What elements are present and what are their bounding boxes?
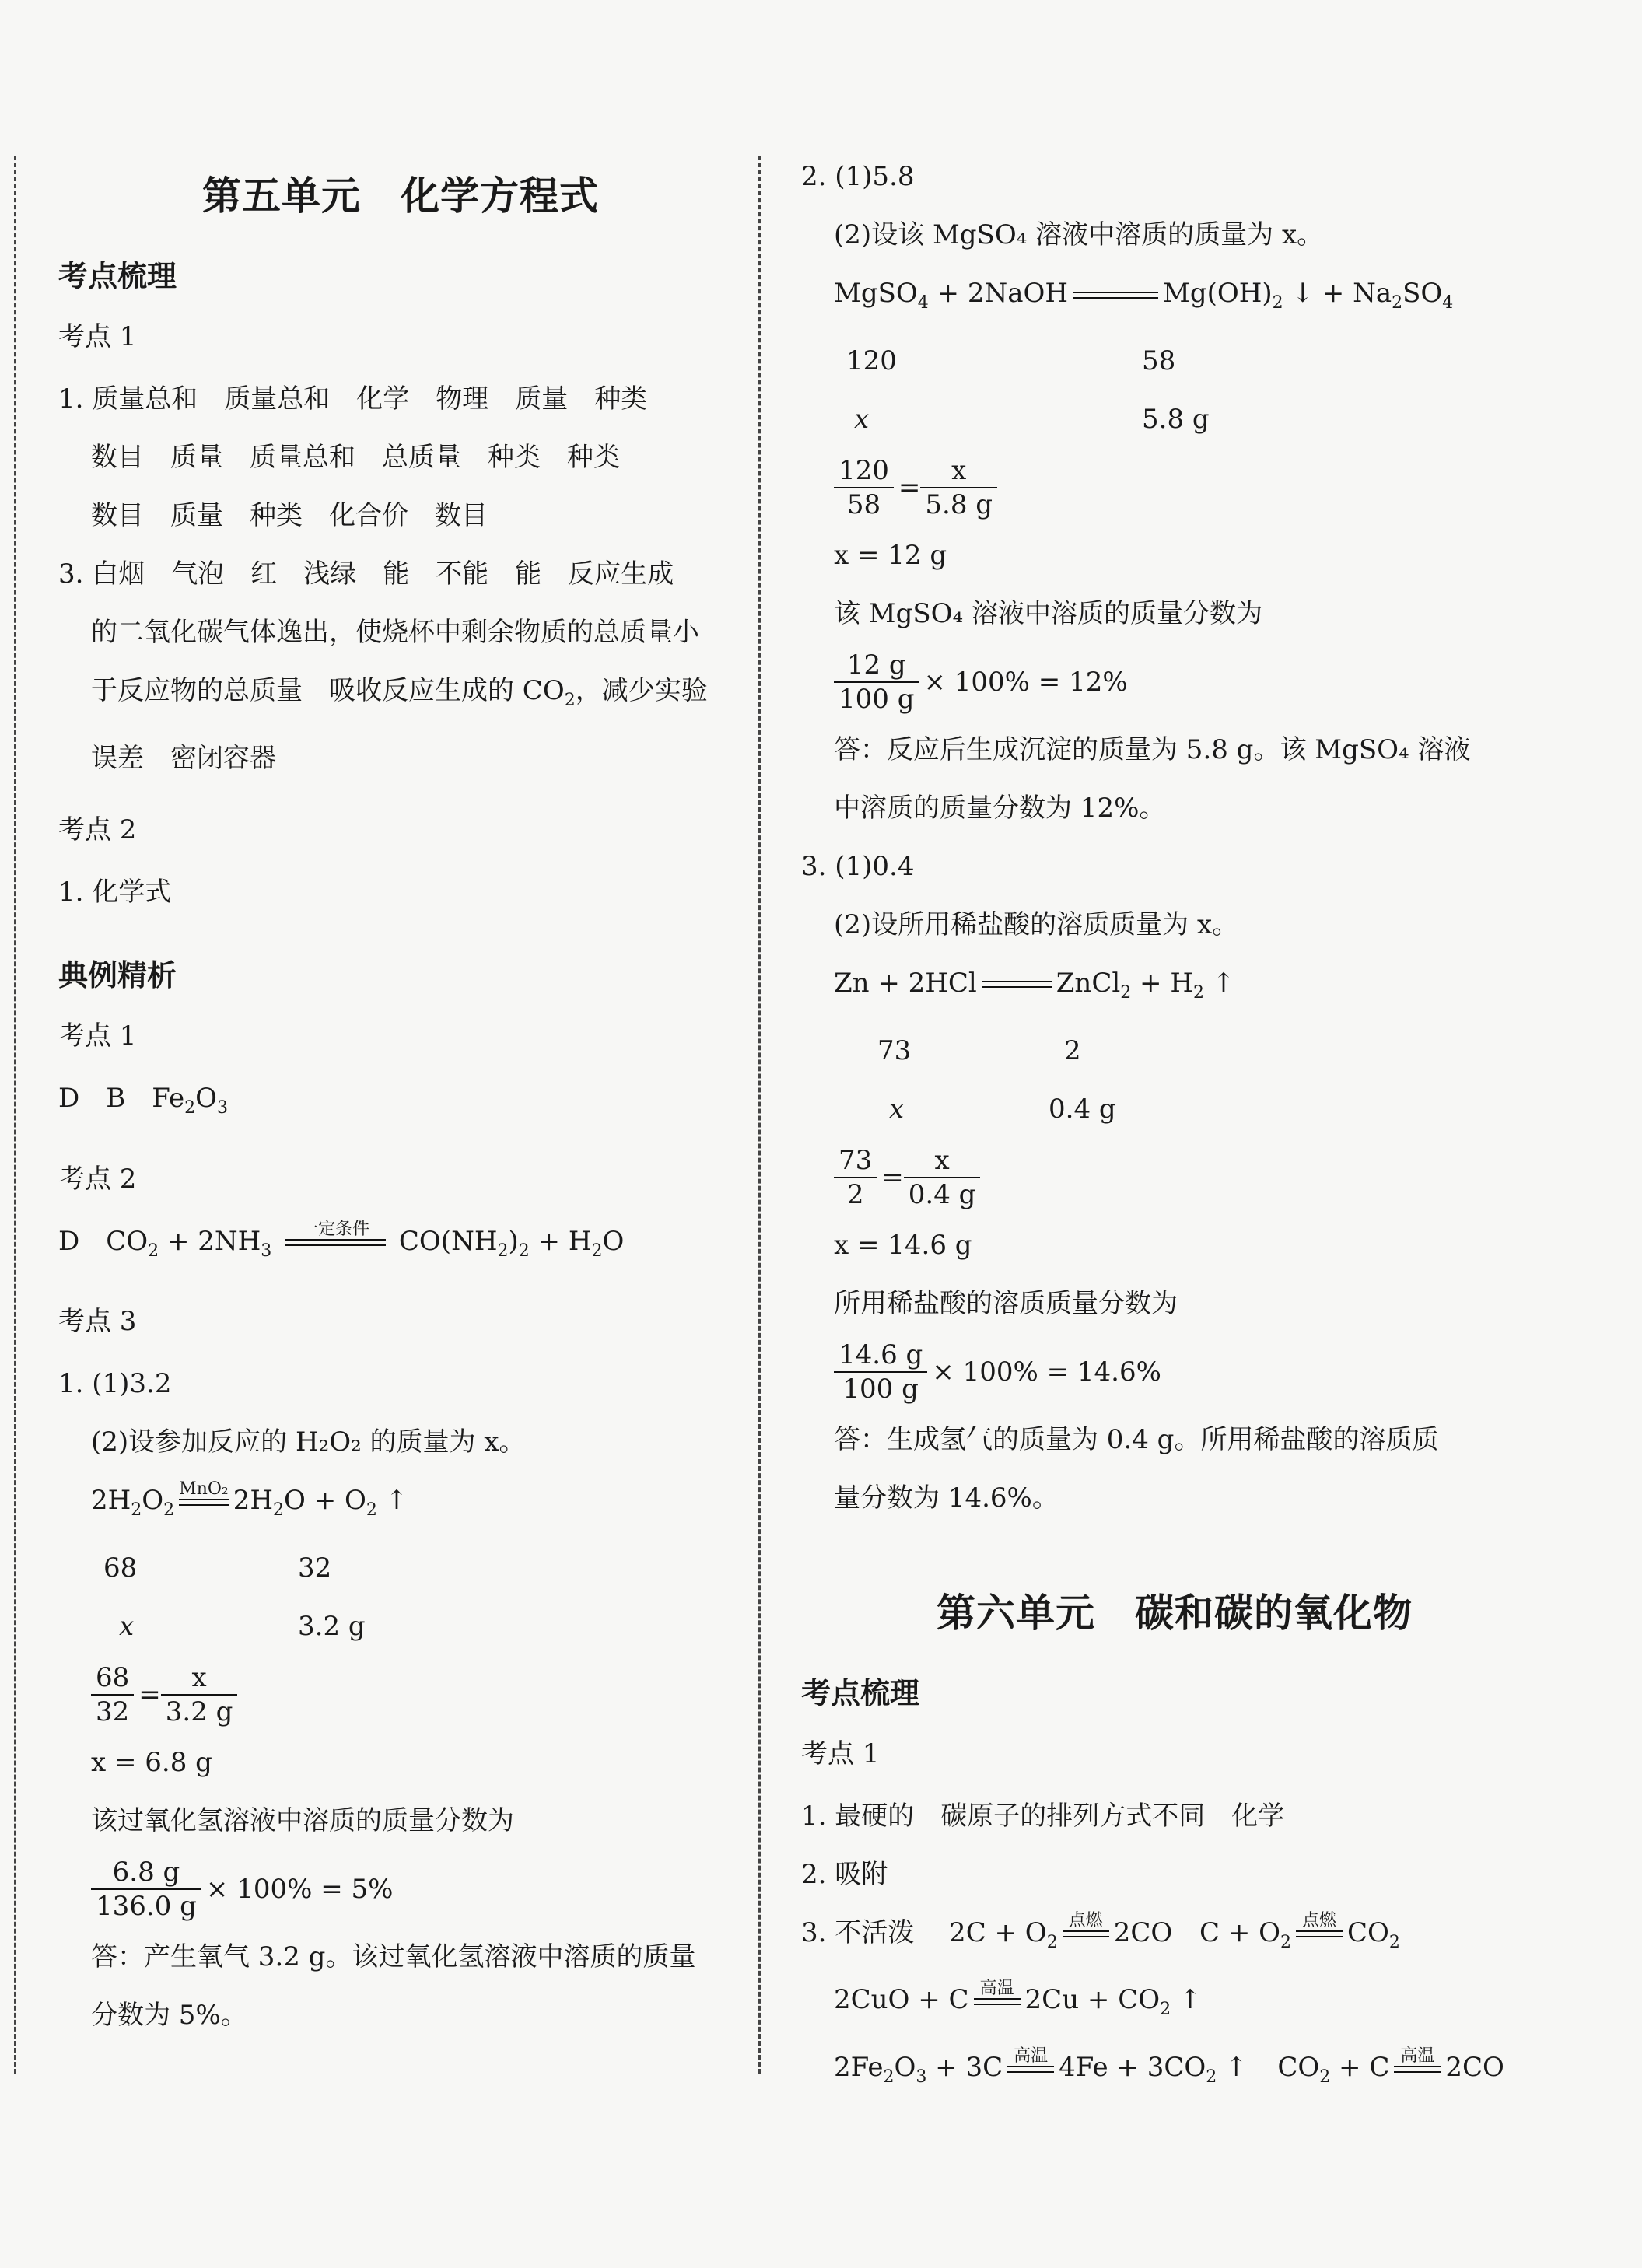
reaction-arrow: [1296, 1912, 1343, 1956]
reaction-arrow: [1007, 2047, 1054, 2091]
kaodian-2-label: 考点 2: [58, 814, 137, 845]
answer-line: 1. (1)3.2: [58, 1368, 172, 1400]
answer-line: D B $Fe_2O_3$: [58, 1082, 228, 1118]
answer-line: 量分数为 14.6%。: [834, 1482, 1059, 1514]
answer-line: (2)设该 MgSO₄ 溶液中溶质的质量为 x。: [834, 219, 1324, 250]
answer-line: 误差 密闭容器: [91, 742, 276, 774]
answer-line: 3. (1)0.4: [801, 850, 915, 882]
left-column: [58, 124, 743, 2045]
text-fragment: ，减少实验: [575, 675, 708, 706]
fraction: $\frac{12 g}{100 g}$: [834, 649, 919, 716]
value: 5.8 g: [1142, 403, 1210, 435]
text-fragment: × 100% = 12%: [923, 666, 1128, 698]
answer-line: 于反应物的总质量 吸收反应生成的 $CO_2$，减少实验: [91, 675, 708, 710]
fraction: $\frac{68}{32}$: [91, 1661, 134, 1728]
answer-line: 中溶质的质量分数为 12%。: [834, 792, 1166, 824]
answer-line: x = 12 g: [834, 539, 947, 571]
value: 32: [298, 1552, 332, 1584]
unit-6-title: 第六单元 碳和碳的氧化物: [937, 1589, 1413, 1636]
percentage-calculation: [58, 1850, 743, 1928]
left-dashed-border: [14, 156, 16, 2074]
fraction: $\frac{6.8 g}{136.0 g}$: [91, 1856, 201, 1923]
reaction-condition: 高温: [1400, 2046, 1435, 2066]
kaodian-1-label: 考点 1: [58, 321, 137, 352]
value: x: [119, 1611, 135, 1643]
reaction-condition: 点燃: [1302, 1911, 1337, 1931]
reaction-condition: 高温: [979, 1978, 1014, 1998]
answer-line: x = 14.6 g: [834, 1229, 972, 1261]
answer-line: 1. 最硬的 碳原子的排列方式不同 化学: [801, 1800, 1285, 1832]
chemical-equation: Zn + 2HCl ZnCl$_2$ + $H_2$ ↑: [801, 954, 1548, 1022]
answer-line: 1. 化学式: [58, 876, 172, 908]
fraction: $\frac{73}{2}$: [834, 1144, 877, 1211]
kaodian-3-label: 考点 3: [58, 1306, 137, 1338]
section-heading-review: 考点梳理: [58, 258, 177, 293]
answer-line: 分数为 5%。: [91, 2000, 247, 2032]
answer-line: 1. 质量总和 质量总和 化学 物理 质量 种类: [58, 383, 648, 415]
answer-line: (2)设所用稀盐酸的溶质质量为 x。: [834, 908, 1239, 940]
fraction: $\frac{x}{5.8 g}$: [920, 454, 997, 521]
fraction: $\frac{14.6 g}{100 g}$: [834, 1339, 927, 1405]
section-heading-examples: 典例精析: [58, 957, 177, 992]
percentage-calculation: [801, 643, 1548, 721]
reaction-condition: MnO₂: [179, 1479, 229, 1499]
fraction: $\frac{120}{58}$: [834, 454, 894, 521]
text-fragment: × 100% = 5%: [205, 1874, 394, 1906]
answer-line: 的二氧化碳气体逸出，使烧杯中剩余物质的总质量小: [91, 617, 699, 648]
chemical-equation: $2Fe_2O_3 + 3C$ 高温 $4Fe + 3CO_2$ ↑ $CO_2 + C$ 高温 2CO: [801, 2039, 1548, 2106]
reaction-arrow: [285, 1220, 386, 1265]
mass-ratio-row: [58, 1598, 743, 1656]
answer-line: x = 6.8 g: [91, 1747, 212, 1779]
percentage-calculation: [801, 1333, 1548, 1411]
answer-line: 该 MgSO₄ 溶液中溶质的质量分数为: [834, 597, 1262, 629]
mass-ratio-row: [58, 1539, 743, 1598]
mass-ratio-row: [801, 332, 1548, 390]
text-fragment: × 100% = 14.6%: [932, 1356, 1161, 1388]
value: 2: [1064, 1034, 1081, 1066]
reaction-condition: 高温: [1014, 2046, 1049, 2066]
section-heading-review: 考点梳理: [801, 1675, 920, 1710]
answer-line: 数目 质量 质量总和 总质量 种类 种类: [91, 442, 620, 473]
text-fragment: D B Fe: [58, 1082, 185, 1114]
proportion-equation: $\frac{73}{2}$ = $\frac{x}{0.4 g}$: [801, 1139, 1548, 1216]
answer-line: 2. 吸附: [801, 1858, 888, 1890]
value: 58: [1142, 345, 1176, 376]
reaction-arrow: [1073, 273, 1158, 317]
reaction-arrow: [974, 1979, 1021, 2024]
right-column: [801, 148, 1548, 2106]
reaction-arrow: [1394, 2047, 1441, 2091]
reaction-arrow: [982, 962, 1052, 1006]
mass-ratio-row: [801, 1080, 1548, 1139]
text-fragment: 于反应物的总质量 吸收反应生成的 CO: [91, 675, 565, 706]
answer-line: 数目 质量 种类 化合价 数目: [91, 500, 488, 531]
value: 120: [846, 345, 897, 376]
reaction-condition: 点燃: [1068, 1911, 1103, 1931]
value: 3.2 g: [298, 1611, 366, 1643]
kaodian-1-label: 考点 1: [58, 1020, 137, 1052]
unit-5-title: 第五单元 化学方程式: [202, 173, 599, 219]
mass-ratio-row: [801, 390, 1548, 449]
center-dashed-divider: [758, 156, 761, 2074]
answer-line: 答：产生氧气 3.2 g。该过氧化氢溶液中溶质的质量: [91, 1941, 696, 1973]
value: x: [854, 403, 870, 435]
fraction: $\frac{x}{3.2 g}$: [161, 1661, 238, 1728]
reaction-condition: 一定条件: [301, 1220, 370, 1240]
kaodian-2-label: 考点 2: [58, 1163, 137, 1195]
chemical-equation: $2H_2O_2$ MnO₂ $2H_2O + O_2$ ↑: [58, 1472, 743, 1539]
reaction-arrow: [1063, 1912, 1109, 1956]
chemical-equation: MgSO$_4$ + 2NaOH $Mg(OH)_2$ ↓ + $Na_2SO_4$: [801, 264, 1548, 332]
chemical-equation: 2CuO + C 高温 $2Cu + CO_2$ ↑: [801, 1971, 1548, 2039]
value: 73: [877, 1034, 912, 1066]
answer-line: 答：生成氢气的质量为 0.4 g。所用稀盐酸的溶质质: [834, 1423, 1439, 1455]
mass-ratio-row: [801, 1022, 1548, 1080]
value: 0.4 g: [1049, 1093, 1116, 1125]
chemical-equation: D $CO_2 + 2NH_3$ 一定条件 $CO(NH_2)_2 + H_2O$: [58, 1213, 743, 1280]
proportion-equation: $\frac{120}{58}$ = $\frac{x}{5.8 g}$: [801, 449, 1548, 527]
proportion-equation: $\frac{68}{32}$ = $\frac{x}{3.2 g}$: [58, 1656, 743, 1734]
answer-line: 答：反应后生成沉淀的质量为 5.8 g。该 MgSO₄ 溶液: [834, 733, 1471, 765]
answer-line: (2)设参加反应的 H₂O₂ 的质量为 x。: [91, 1426, 526, 1458]
answer-line: 3. 白烟 气泡 红 浅绿 能 不能 能 反应生成: [58, 558, 674, 590]
answer-line: 2. (1)5.8: [801, 161, 915, 192]
reaction-arrow: [179, 1480, 229, 1524]
value: 68: [103, 1552, 138, 1584]
answer-line: 该过氧化氢溶液中溶质的质量分数为: [91, 1805, 514, 1837]
answer-line: 所用稀盐酸的溶质质量分数为: [834, 1287, 1178, 1319]
fraction: $\frac{x}{0.4 g}$: [904, 1144, 981, 1211]
chemical-equation: 3. 不活泼 $2C + O_2$ 点燃 2CO $C + O_2$ 点燃 $CO_2$: [801, 1904, 1548, 1972]
value: x: [889, 1093, 905, 1125]
kaodian-1-label: 考点 1: [801, 1738, 880, 1769]
text-fragment: 3. 不活泼: [801, 1916, 915, 1948]
text-fragment: D CO: [58, 1225, 149, 1257]
